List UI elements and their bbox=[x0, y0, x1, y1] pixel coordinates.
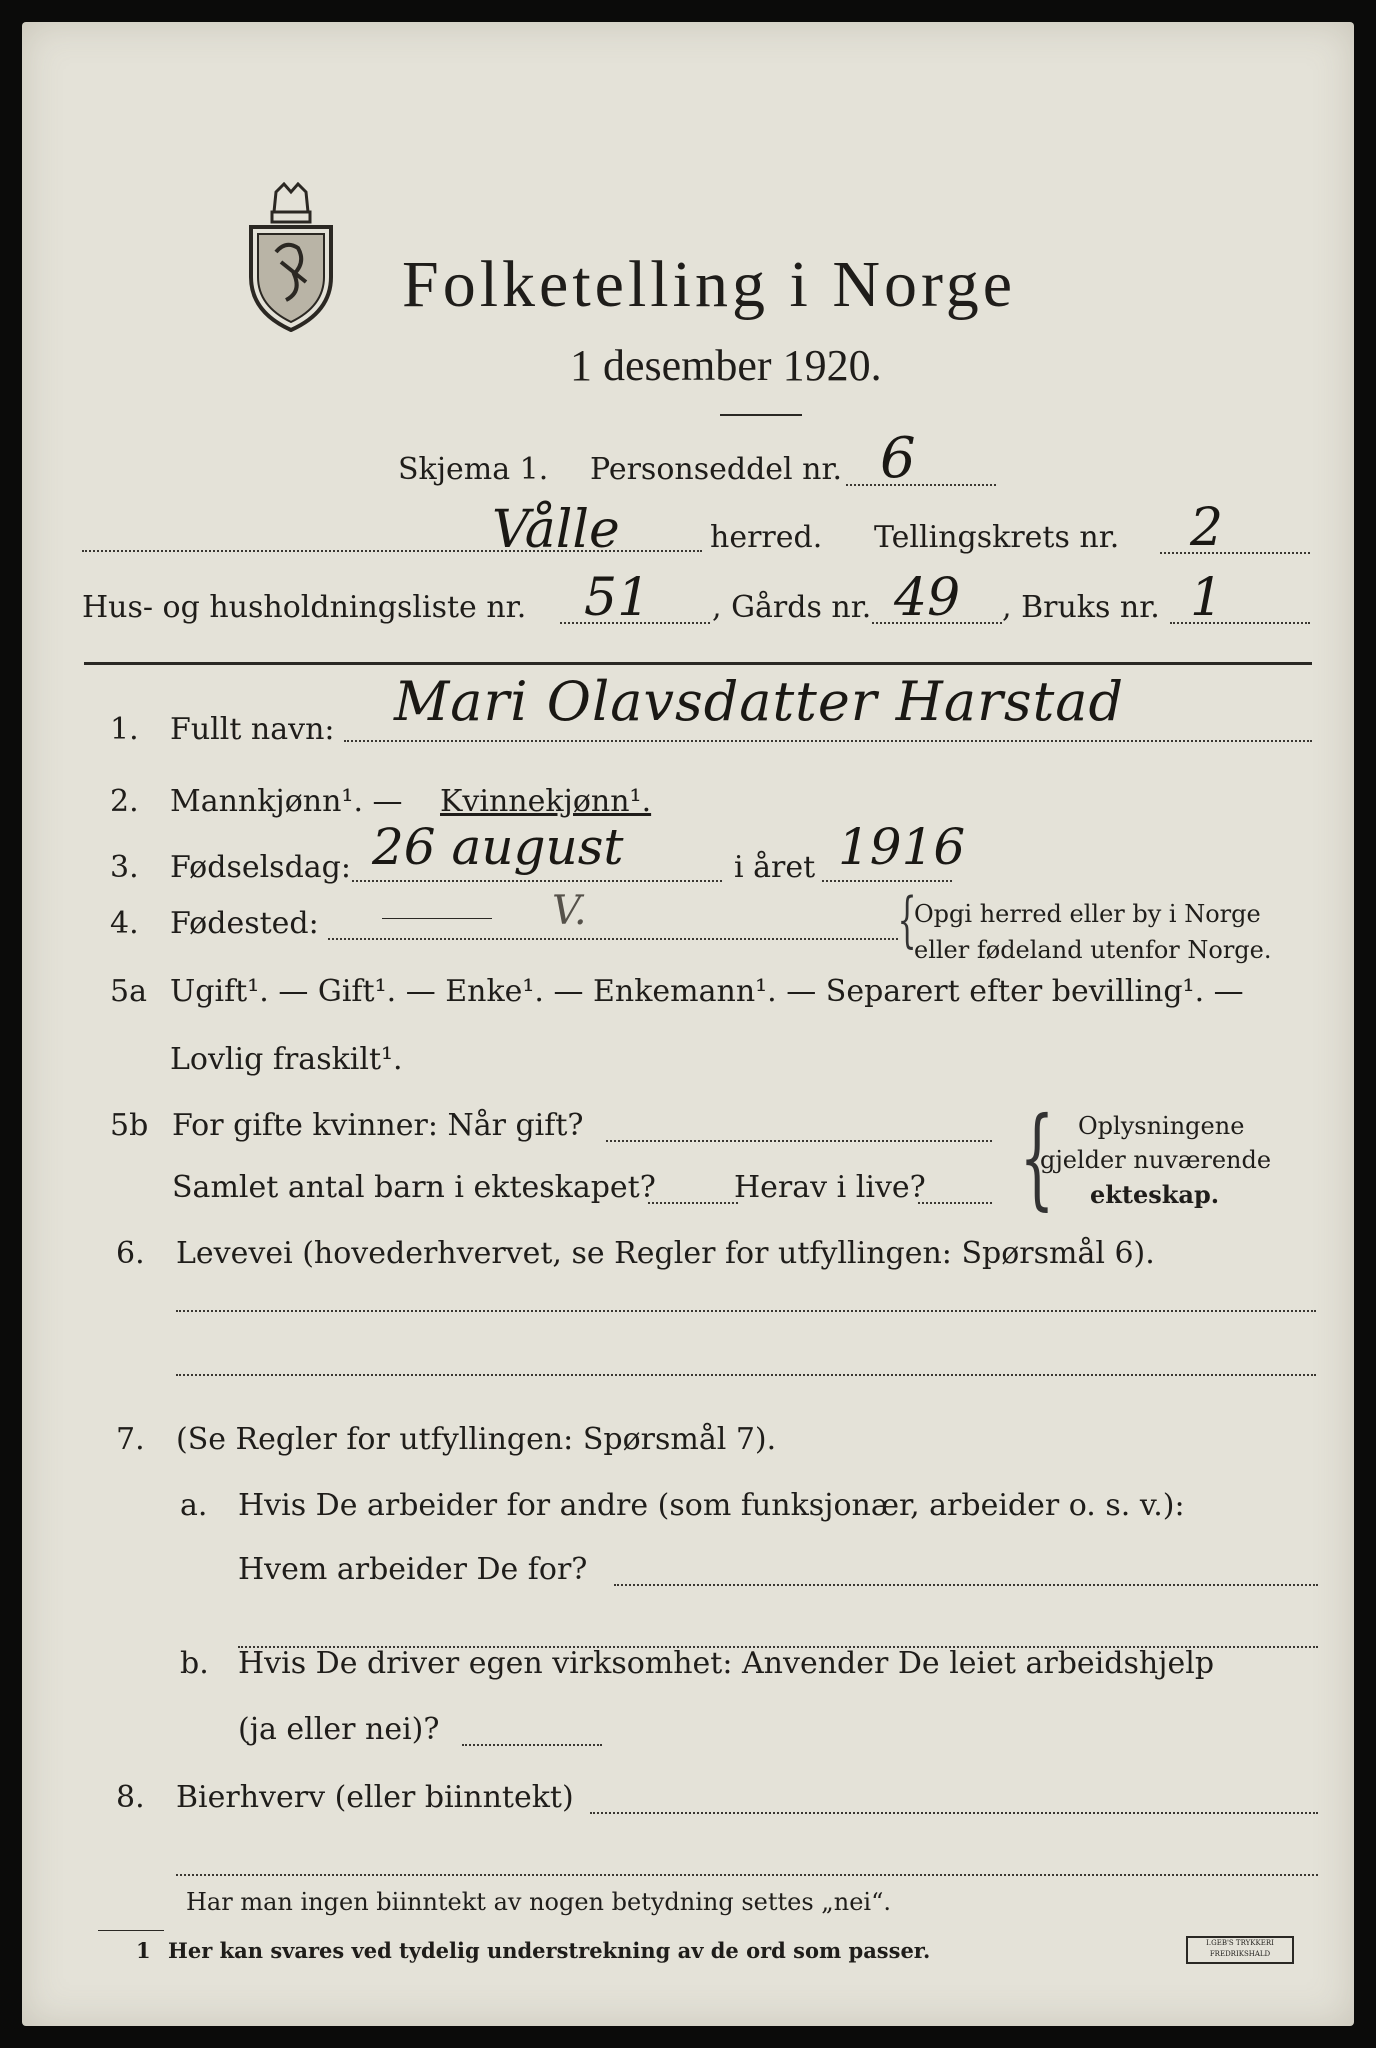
census-date: 1 desember 1920. bbox=[570, 341, 882, 390]
note-brace: { bbox=[897, 885, 917, 955]
q7b-line1: Hvis De driver egen virksomhet: Anvender De leiet arbeidshjelp bbox=[238, 1646, 1215, 1681]
footer-note: Har man ingen biinntekt av nogen betydning settes „nei“. bbox=[186, 1888, 891, 1916]
male-option: Mannkjønn¹. — bbox=[170, 784, 403, 819]
q5b-alive: Herav i live? bbox=[734, 1170, 926, 1205]
q7-number: 7. bbox=[116, 1422, 145, 1457]
q7-label: (Se Regler for utfyllingen: Spørsmål 7). bbox=[176, 1422, 777, 1457]
q3-label: Fødselsdag: bbox=[170, 850, 351, 885]
q5a-number: 5a bbox=[110, 974, 147, 1009]
marital-options: Ugift¹. — Gift¹. — Enke¹. — Enkemann¹. — Separert efter bevilling¹. — bbox=[170, 974, 1244, 1009]
q4-label: Fødested: bbox=[170, 906, 319, 941]
q5b-line1: For gifte kvinner: Når gift? bbox=[172, 1108, 584, 1143]
schema-label: Skjema 1. bbox=[398, 452, 549, 487]
q5b-note-2: gjelder nuværende bbox=[1040, 1146, 1272, 1174]
q3-number: 3. bbox=[110, 850, 139, 885]
q1-label: Fullt navn: bbox=[170, 712, 335, 747]
q1-number: 1. bbox=[110, 712, 139, 747]
year-label: i året bbox=[734, 850, 816, 885]
q6-label: Levevei (hovederhvervet, se Regler for utfyllingen: Spørsmål 6). bbox=[176, 1236, 1155, 1271]
gards-label: , Gårds nr. bbox=[712, 590, 872, 625]
tellingskrets-label: Tellingskrets nr. bbox=[874, 520, 1120, 555]
q4-number: 4. bbox=[110, 906, 139, 941]
birthplace-note-1: Opgi herred eller by i Norge bbox=[914, 900, 1261, 928]
form-title: Folketelling i Norge bbox=[402, 248, 1017, 321]
q5b-number: 5b bbox=[110, 1108, 149, 1143]
q5b-note-1: Oplysningene bbox=[1078, 1112, 1245, 1140]
header-rule bbox=[84, 662, 1312, 665]
marital-options-2: Lovlig fraskilt¹. bbox=[170, 1042, 403, 1077]
personseddel-label: Personseddel nr. bbox=[590, 452, 843, 487]
title-rule bbox=[720, 414, 802, 416]
birthplace-note-2: eller fødeland utenfor Norge. bbox=[914, 936, 1272, 964]
birth-year-value: 1916 bbox=[838, 818, 966, 876]
bruks-value: 1 bbox=[1190, 568, 1224, 628]
birthplace-mark: V. bbox=[552, 888, 587, 934]
herred-label: herred. bbox=[710, 520, 823, 555]
q6-number: 6. bbox=[116, 1236, 145, 1271]
personseddel-value: 6 bbox=[880, 426, 916, 491]
q7b-line2: (ja eller nei)? bbox=[238, 1712, 440, 1747]
hus-label: Hus- og husholdningsliste nr. bbox=[82, 590, 527, 625]
q5b-note-3: ekteskap. bbox=[1090, 1180, 1220, 1209]
hus-value: 51 bbox=[584, 568, 651, 628]
gards-value: 49 bbox=[894, 568, 961, 628]
tellingskrets-value: 2 bbox=[1190, 498, 1224, 558]
footnote-mark: 1 bbox=[136, 1938, 151, 1963]
q7a-line1: Hvis De arbeider for andre (som funksjonær, arbeider o. s. v.): bbox=[238, 1488, 1185, 1523]
printer-stamp: I.GEB'S TRYKKERI FREDRIKSHALD bbox=[1186, 1936, 1294, 1964]
female-option: Kvinnekjønn¹. bbox=[440, 784, 652, 819]
full-name-value: Mari Olavsdatter Harstad bbox=[394, 670, 1125, 733]
q5b-children: Samlet antal barn i ekteskapet? bbox=[172, 1170, 656, 1205]
q2-number: 2. bbox=[110, 784, 139, 819]
q8-number: 8. bbox=[116, 1780, 145, 1815]
census-form bbox=[22, 22, 1354, 2026]
q7b-letter: b. bbox=[180, 1646, 209, 1681]
herred-value: Vålle bbox=[492, 500, 620, 560]
q8-label: Bierhverv (eller biinntekt) bbox=[176, 1780, 574, 1815]
q7a-line2: Hvem arbeider De for? bbox=[238, 1552, 588, 1587]
birthday-value: 26 august bbox=[372, 818, 624, 876]
footnote: Her kan svares ved tydelig understrekning av de ord som passer. bbox=[168, 1938, 931, 1963]
q7a-letter: a. bbox=[180, 1488, 208, 1523]
bruks-label: , Bruks nr. bbox=[1002, 590, 1160, 625]
coat-of-arms-icon bbox=[236, 182, 346, 332]
q5b-brace: { bbox=[1019, 1093, 1055, 1221]
